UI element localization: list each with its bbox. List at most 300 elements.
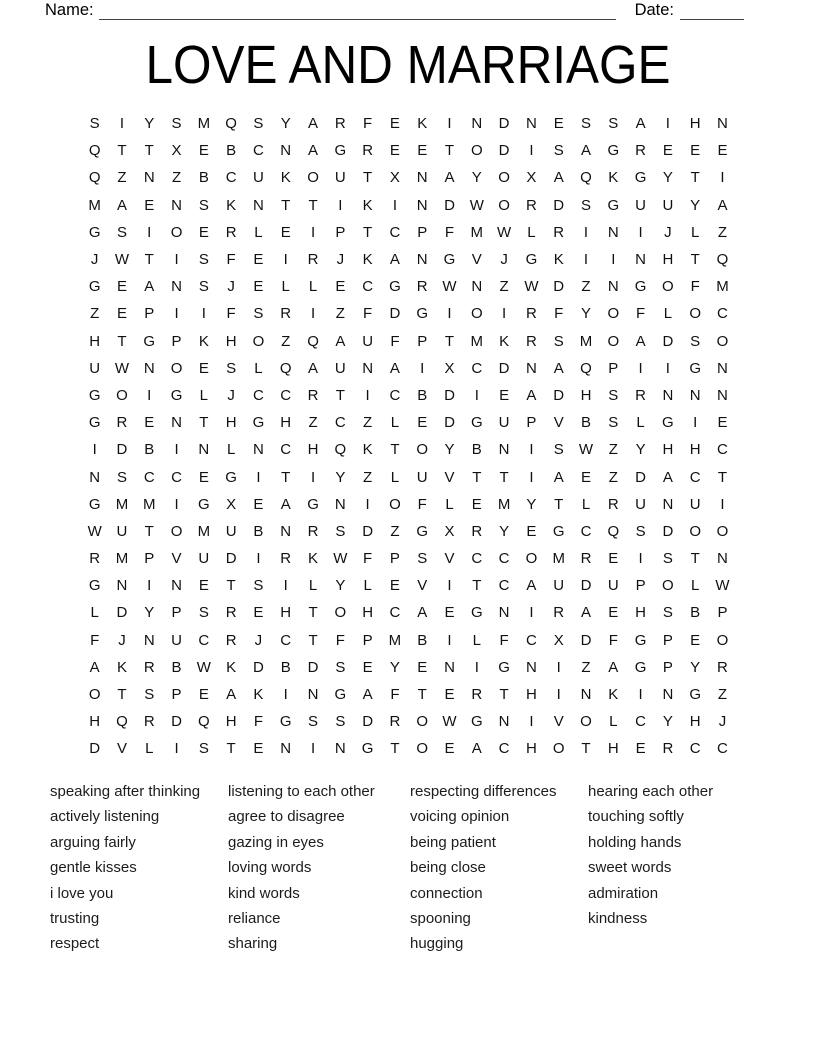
grid-letter: S [580, 115, 591, 133]
grid-letter: I [693, 414, 698, 432]
grid-letter: I [611, 251, 616, 269]
grid-letter: I [556, 658, 561, 676]
grid-letter: L [445, 495, 454, 513]
grid-letter: O [716, 522, 729, 540]
grid-letter: H [689, 115, 701, 133]
grid-letter: F [363, 305, 373, 323]
grid-letter: O [580, 713, 592, 731]
grid-letter: U [89, 359, 101, 377]
grid-letter: G [307, 495, 319, 513]
grid-letter: B [690, 604, 701, 622]
grid-letter: G [662, 414, 674, 432]
grid-letter: Z [499, 278, 509, 296]
grid-letter: X [444, 522, 455, 540]
grid-letter: I [338, 196, 343, 214]
grid-letter: N [444, 658, 455, 676]
grid-letter: N [334, 495, 346, 513]
grid-letter: E [335, 278, 346, 296]
grid-letter: G [225, 468, 237, 486]
grid-letter: V [471, 251, 482, 269]
grid-letter: I [310, 223, 316, 241]
date-label: Date: [634, 1, 674, 19]
grid-letter: W [87, 522, 102, 540]
grid-letter: V [171, 550, 182, 568]
word-list-item: loving words [228, 859, 312, 877]
grid-letter: I [392, 196, 397, 214]
grid-letter: P [417, 332, 428, 350]
word-list-item: gazing in eyes [228, 833, 324, 851]
grid-letter: M [115, 495, 129, 513]
grid-letter: D [498, 142, 510, 160]
word-list-item: trusting [50, 910, 100, 928]
grid-letter: H [635, 604, 646, 622]
grid-letter: T [363, 223, 373, 241]
grid-letter: O [416, 740, 429, 758]
grid-letter: T [144, 251, 154, 269]
word-list-column [50, 779, 228, 957]
grid-letter: B [226, 142, 237, 160]
word-list-item: respecting differences [410, 783, 557, 800]
grid-letter: C [389, 604, 401, 622]
word-list-item: speaking after thinking [50, 783, 201, 800]
grid-letter: T [717, 468, 728, 486]
grid-letter: N [280, 142, 292, 160]
grid-letter: A [635, 332, 646, 350]
word-list-item: i love you [50, 884, 114, 902]
grid-letter: D [662, 332, 674, 350]
grid-letter: Y [690, 196, 701, 214]
grid-letter: W [196, 658, 211, 676]
grid-letter: N [143, 169, 155, 187]
grid-letter: R [362, 142, 374, 160]
grid-letter: J [664, 223, 672, 241]
grid-letter: N [471, 115, 483, 133]
header [45, 1, 744, 20]
word-list-item: voicing opinion [410, 808, 510, 826]
grid-letter: L [636, 414, 645, 432]
grid-letter: O [334, 604, 347, 622]
grid-letter: F [90, 631, 100, 649]
grid-letter: I [310, 740, 316, 758]
word-list-item: being patient [410, 833, 496, 851]
grid-letter: Z [171, 169, 182, 187]
grid-letter: N [253, 196, 264, 214]
grid-letter: N [307, 686, 319, 704]
grid-letter: L [145, 740, 154, 758]
grid-letter: C [689, 740, 701, 758]
grid-letter: R [389, 713, 401, 731]
grid-letter: I [174, 495, 179, 513]
grid-letter: A [526, 386, 537, 404]
word-list-item: admiration [588, 884, 659, 902]
grid-letter: I [529, 468, 534, 486]
grid-letter: T [444, 142, 455, 160]
grid-letter: G [88, 577, 101, 595]
grid-letter: Y [335, 468, 346, 486]
grid-letter: G [634, 658, 647, 676]
grid-letter: N [416, 196, 428, 214]
grid-letter: E [499, 386, 510, 404]
grid-letter: I [92, 441, 97, 459]
grid-letter: Q [198, 713, 210, 731]
grid-letter: A [580, 604, 591, 622]
grid-letter: C [471, 359, 483, 377]
grid-letter: Q [116, 713, 128, 731]
grid-letter: M [579, 332, 593, 350]
grid-letter: L [390, 468, 400, 486]
grid-letter: C [143, 468, 155, 486]
grid-letter: I [638, 359, 643, 377]
grid-letter: C [280, 631, 292, 649]
grid-letter: B [144, 441, 155, 459]
grid-letter: D [89, 740, 101, 758]
grid-letter: Y [635, 441, 646, 459]
grid-letter: U [116, 522, 128, 540]
grid-letter: R [525, 196, 537, 214]
grid-letter: P [171, 332, 182, 350]
grid-letter: N [280, 740, 292, 758]
grid-letter: O [170, 359, 183, 377]
grid-letter: D [307, 658, 319, 676]
grid-letter: I [556, 686, 561, 704]
grid-letter: I [119, 115, 125, 133]
grid-letter: A [389, 251, 400, 269]
grid-letter: D [553, 386, 565, 404]
grid-letter: S [553, 441, 564, 459]
grid-letter: K [499, 332, 510, 350]
word-list-item: arguing fairly [50, 833, 136, 851]
grid-letter: B [171, 658, 182, 676]
grid-letter: G [88, 278, 101, 296]
grid-letter: J [500, 251, 508, 269]
grid-letter: Z [717, 223, 728, 241]
grid-letter: I [174, 251, 179, 269]
grid-letter: K [226, 196, 237, 214]
grid-letter: R [607, 495, 619, 513]
grid-letter: U [553, 577, 565, 595]
grid-letter: Q [580, 359, 592, 377]
grid-letter: Q [225, 115, 237, 133]
grid-letter: H [89, 713, 101, 731]
grid-letter: X [226, 495, 237, 513]
grid-letter: E [253, 251, 264, 269]
grid-letter: S [198, 604, 209, 622]
grid-letter: Y [444, 441, 455, 459]
grid-letter: Z [335, 305, 345, 323]
grid-letter: S [608, 386, 619, 404]
grid-letter: S [335, 658, 346, 676]
grid-letter: D [116, 441, 128, 459]
grid-letter: K [308, 550, 319, 568]
grid-letter: N [525, 115, 537, 133]
grid-letter: E [116, 278, 127, 296]
grid-letter: V [553, 414, 564, 432]
grid-letter: O [252, 332, 265, 350]
grid-letter: S [116, 223, 127, 241]
grid-letter: G [88, 495, 101, 513]
grid-letter: T [581, 740, 591, 758]
grid-letter: G [416, 522, 429, 540]
grid-letter: V [444, 468, 455, 486]
grid-letter: N [334, 740, 346, 758]
grid-letter: D [116, 604, 128, 622]
grid-letter: G [143, 332, 156, 350]
grid-letter: H [280, 604, 292, 622]
grid-letter: Z [608, 468, 618, 486]
grid-letter: E [198, 359, 209, 377]
grid-letter: E [253, 740, 264, 758]
grid-letter: H [307, 441, 319, 459]
grid-letter: A [144, 278, 155, 296]
grid-letter: G [634, 631, 647, 649]
page-title: LOVE AND MARRIAGE [145, 34, 671, 95]
grid-letter: N [416, 251, 428, 269]
grid-letter: P [171, 604, 182, 622]
grid-letter: D [444, 414, 455, 432]
grid-letter: Y [144, 115, 155, 133]
grid-letter: P [635, 577, 646, 595]
grid-letter: D [580, 577, 592, 595]
grid-letter: E [144, 196, 155, 214]
grid-letter: E [662, 142, 673, 160]
grid-letter: S [116, 468, 127, 486]
grid-letter: R [280, 305, 292, 323]
grid-letter: D [171, 713, 182, 731]
grid-letter: I [447, 305, 452, 323]
grid-letter: K [198, 332, 209, 350]
grid-letter: M [115, 550, 129, 568]
grid-letter: A [308, 142, 319, 160]
grid-letter: N [116, 577, 128, 595]
date-input-line[interactable] [680, 2, 744, 20]
grid-letter: T [308, 631, 318, 649]
grid-letter: F [335, 631, 345, 649]
grid-letter: R [307, 522, 319, 540]
grid-letter: C [225, 169, 237, 187]
grid-letter: N [662, 686, 674, 704]
grid-letter: R [307, 251, 319, 269]
grid-letter: R [225, 604, 237, 622]
grid-letter: U [334, 169, 346, 187]
grid-letter: R [717, 658, 728, 676]
grid-letter: D [553, 278, 565, 296]
grid-letter: T [199, 414, 209, 432]
grid-letter: T [554, 495, 564, 513]
grid-letter: G [334, 142, 347, 160]
grid-letter: B [580, 414, 591, 432]
grid-letter: B [417, 386, 428, 404]
grid-letter: S [253, 305, 264, 323]
grid-letter: P [389, 550, 400, 568]
grid-letter: E [253, 495, 264, 513]
grid-letter: I [665, 359, 670, 377]
grid-letter: N [280, 522, 292, 540]
grid-letter: I [529, 441, 534, 459]
grid-letter: O [470, 142, 483, 160]
grid-letter: E [526, 522, 537, 540]
grid-letter: Z [281, 332, 291, 350]
grid-letter: Z [390, 522, 400, 540]
grid-letter: F [608, 631, 618, 649]
grid-letter: C [580, 522, 592, 540]
grid-letter: N [171, 414, 182, 432]
grid-letter: O [552, 740, 565, 758]
grid-letter: A [226, 686, 237, 704]
grid-letter: A [553, 359, 564, 377]
grid-letter: I [583, 223, 589, 241]
grid-letter: G [443, 251, 456, 269]
grid-letter: G [416, 305, 429, 323]
grid-letter: Z [117, 169, 127, 187]
name-input-line[interactable] [99, 2, 616, 20]
grid-letter: E [444, 740, 455, 758]
grid-letter: E [444, 686, 455, 704]
grid-letter: E [198, 142, 209, 160]
grid-letter: Y [580, 305, 591, 323]
grid-letter: G [88, 386, 101, 404]
grid-letter: M [388, 631, 402, 649]
grid-letter: L [691, 577, 700, 595]
grid-letter: A [635, 115, 646, 133]
grid-letter: T [308, 604, 318, 622]
grid-letter: Z [308, 414, 318, 432]
grid-letter: A [308, 115, 319, 133]
grid-letter: N [525, 359, 537, 377]
grid-letter: X [389, 169, 400, 187]
grid-letter: Z [90, 305, 100, 323]
grid-letter: N [498, 713, 510, 731]
grid-letter: X [171, 142, 182, 160]
grid-letter: T [472, 468, 482, 486]
grid-letter: T [281, 196, 291, 214]
grid-letter: E [417, 658, 428, 676]
grid-letter: O [607, 332, 620, 350]
grid-letter: K [362, 441, 373, 459]
grid-letter: G [634, 278, 647, 296]
grid-letter: G [470, 713, 483, 731]
grid-letter: I [365, 495, 370, 513]
grid-letter: E [198, 577, 209, 595]
grid-letter: S [662, 550, 673, 568]
grid-letter: U [689, 495, 701, 513]
grid-letter: G [198, 495, 210, 513]
grid-letter: R [116, 414, 128, 432]
grid-letter: T [363, 169, 373, 187]
grid-letter: O [662, 577, 674, 595]
grid-letter: E [280, 223, 291, 241]
word-list [50, 779, 713, 957]
grid-letter: O [170, 522, 183, 540]
grid-letter: T [499, 468, 509, 486]
grid-letter: K [608, 169, 619, 187]
grid-letter: K [280, 169, 291, 187]
grid-letter: F [390, 332, 400, 350]
grid-letter: T [499, 686, 509, 704]
grid-letter: S [608, 414, 619, 432]
grid-letter: H [689, 441, 701, 459]
grid-letter: I [665, 115, 670, 133]
grid-letter: N [662, 495, 674, 513]
grid-letter: H [662, 441, 674, 459]
grid-letter: R [143, 713, 155, 731]
grid-letter: X [526, 169, 537, 187]
grid-letter: I [174, 740, 179, 758]
grid-letter: T [690, 169, 700, 187]
word-list-item: gentle kisses [50, 859, 137, 877]
grid-letter: E [608, 604, 619, 622]
grid-letter: C [280, 386, 292, 404]
grid-letter: N [717, 115, 728, 133]
grid-letter: E [198, 223, 209, 241]
grid-letter: Q [307, 332, 319, 350]
grid-letter: I [720, 495, 725, 513]
grid-letter: F [226, 251, 236, 269]
grid-letter: O [470, 305, 483, 323]
grid-letter: R [416, 278, 428, 296]
grid-letter: T [390, 740, 400, 758]
grid-letter: N [717, 359, 728, 377]
grid-letter: O [88, 686, 101, 704]
grid-letter: O [307, 169, 319, 187]
grid-letter: O [170, 223, 183, 241]
grid-letter: Q [334, 441, 347, 459]
grid-letter: G [470, 604, 483, 622]
grid-letter: S [417, 550, 428, 568]
grid-letter: P [526, 414, 537, 432]
word-list-item: touching softly [588, 808, 684, 826]
grid-letter: L [308, 278, 318, 296]
grid-letter: J [227, 278, 235, 296]
grid-letter: L [226, 441, 236, 459]
grid-letter: T [281, 468, 291, 486]
grid-letter: N [362, 359, 374, 377]
grid-letter: Y [335, 577, 346, 595]
grid-letter: I [147, 386, 152, 404]
grid-letter: T [117, 332, 127, 350]
grid-letter: C [280, 441, 292, 459]
grid-letter: K [226, 658, 237, 676]
grid-letter: U [635, 196, 646, 214]
grid-letter: W [497, 223, 512, 241]
grid-letter: P [335, 223, 346, 241]
grid-letter: Z [717, 686, 728, 704]
grid-letter: G [689, 686, 702, 704]
grid-letter: W [114, 251, 130, 269]
grid-letter: O [416, 441, 429, 459]
grid-letter: L [363, 577, 372, 595]
grid-letter: O [662, 278, 674, 296]
grid-letter: P [144, 305, 155, 323]
grid-letter: H [280, 414, 292, 432]
grid-letter: E [471, 495, 482, 513]
grid-letter: V [116, 740, 127, 758]
grid-letter: V [417, 577, 428, 595]
grid-letter: C [334, 414, 346, 432]
grid-letter: N [253, 441, 264, 459]
grid-letter: B [471, 441, 482, 459]
grid-letter: P [662, 631, 673, 649]
grid-letter: I [638, 223, 643, 241]
grid-letter: T [690, 550, 700, 568]
grid-letter: I [147, 577, 152, 595]
grid-letter: N [89, 468, 101, 486]
grid-letter: A [116, 196, 127, 214]
grid-letter: K [553, 251, 564, 269]
grid-letter: H [580, 386, 592, 404]
grid-letter: R [553, 604, 565, 622]
grid-letter: A [89, 658, 100, 676]
grid-letter: A [335, 332, 346, 350]
